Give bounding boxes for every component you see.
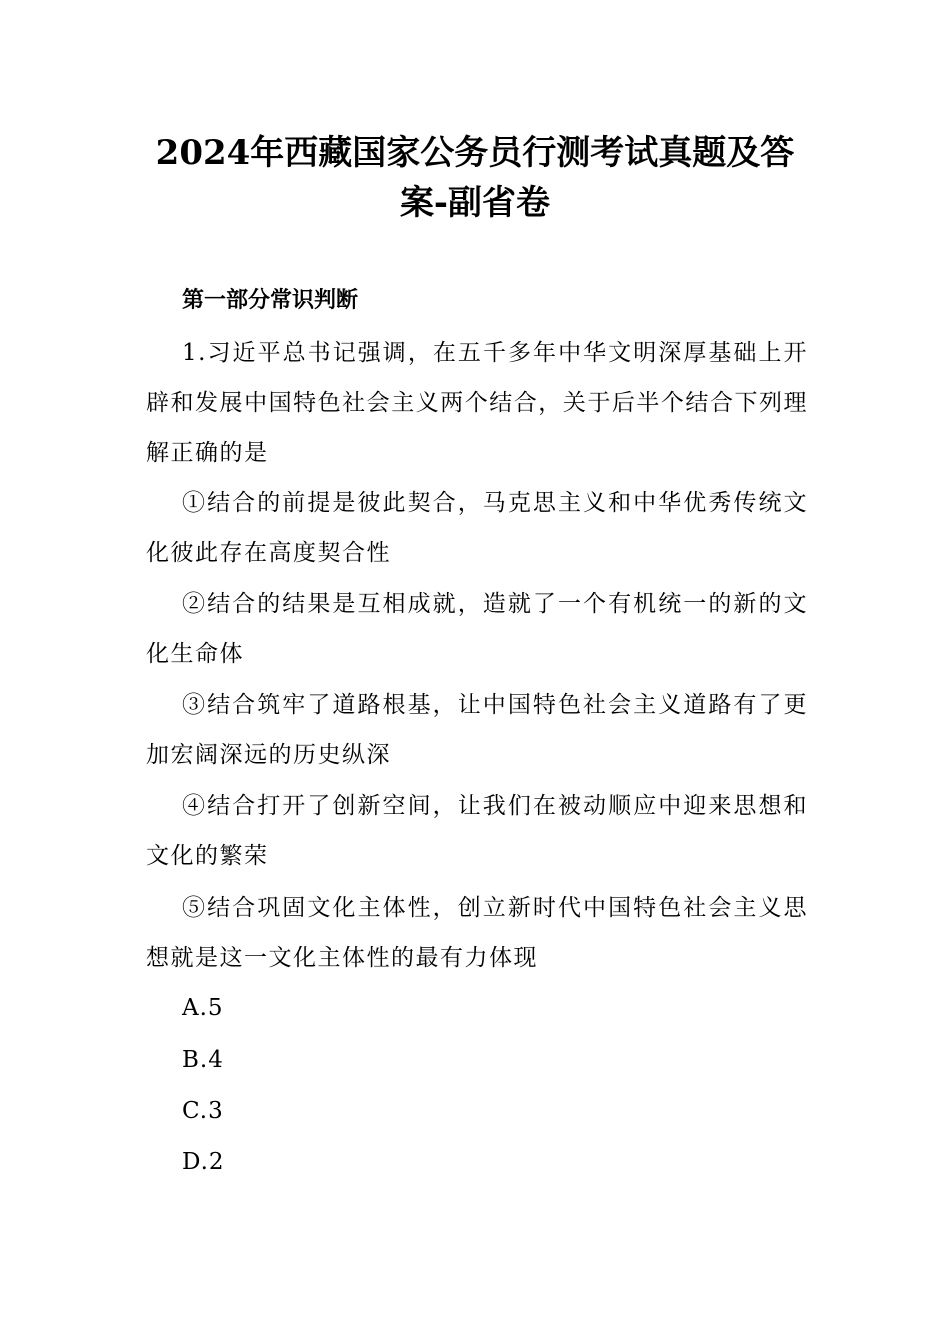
option-a: A.5 [182,995,224,1021]
option-c: C.3 [182,1098,224,1124]
title-line-2: 案-副省卷 [399,183,551,223]
statement-2: ②结合的结果是互相成就，造就了一个有机统一的新的文化生命体 [146,591,808,667]
option-b: B.4 [182,1047,224,1073]
question-stem: 1.习近平总书记强调，在五千多年中华文明深厚基础上开辟和发展中国特色社会主义两个结合，关于后半个结合下列理解正确的是 [146,340,808,466]
statement-4: ④结合打开了创新空间，让我们在被动顺应中迎来思想和文化的繁荣 [146,793,808,869]
statement-3: ③结合筑牢了道路根基，让中国特色社会主义道路有了更加宏阔深远的历史纵深 [146,692,808,768]
section-heading: 第一部分常识判断 [182,288,359,313]
statement-1: ①结合的前提是彼此契合，马克思主义和中华优秀传统文化彼此存在高度契合性 [146,490,808,566]
title-line-1: 2024年西藏国家公务员行测考试真题及答 [155,133,795,173]
document-title [140,128,810,228]
option-d: D.2 [182,1149,225,1175]
statement-5: ⑤结合巩固文化主体性，创立新时代中国特色社会主义思想就是这一文化主体性的最有力体现 [146,895,808,971]
